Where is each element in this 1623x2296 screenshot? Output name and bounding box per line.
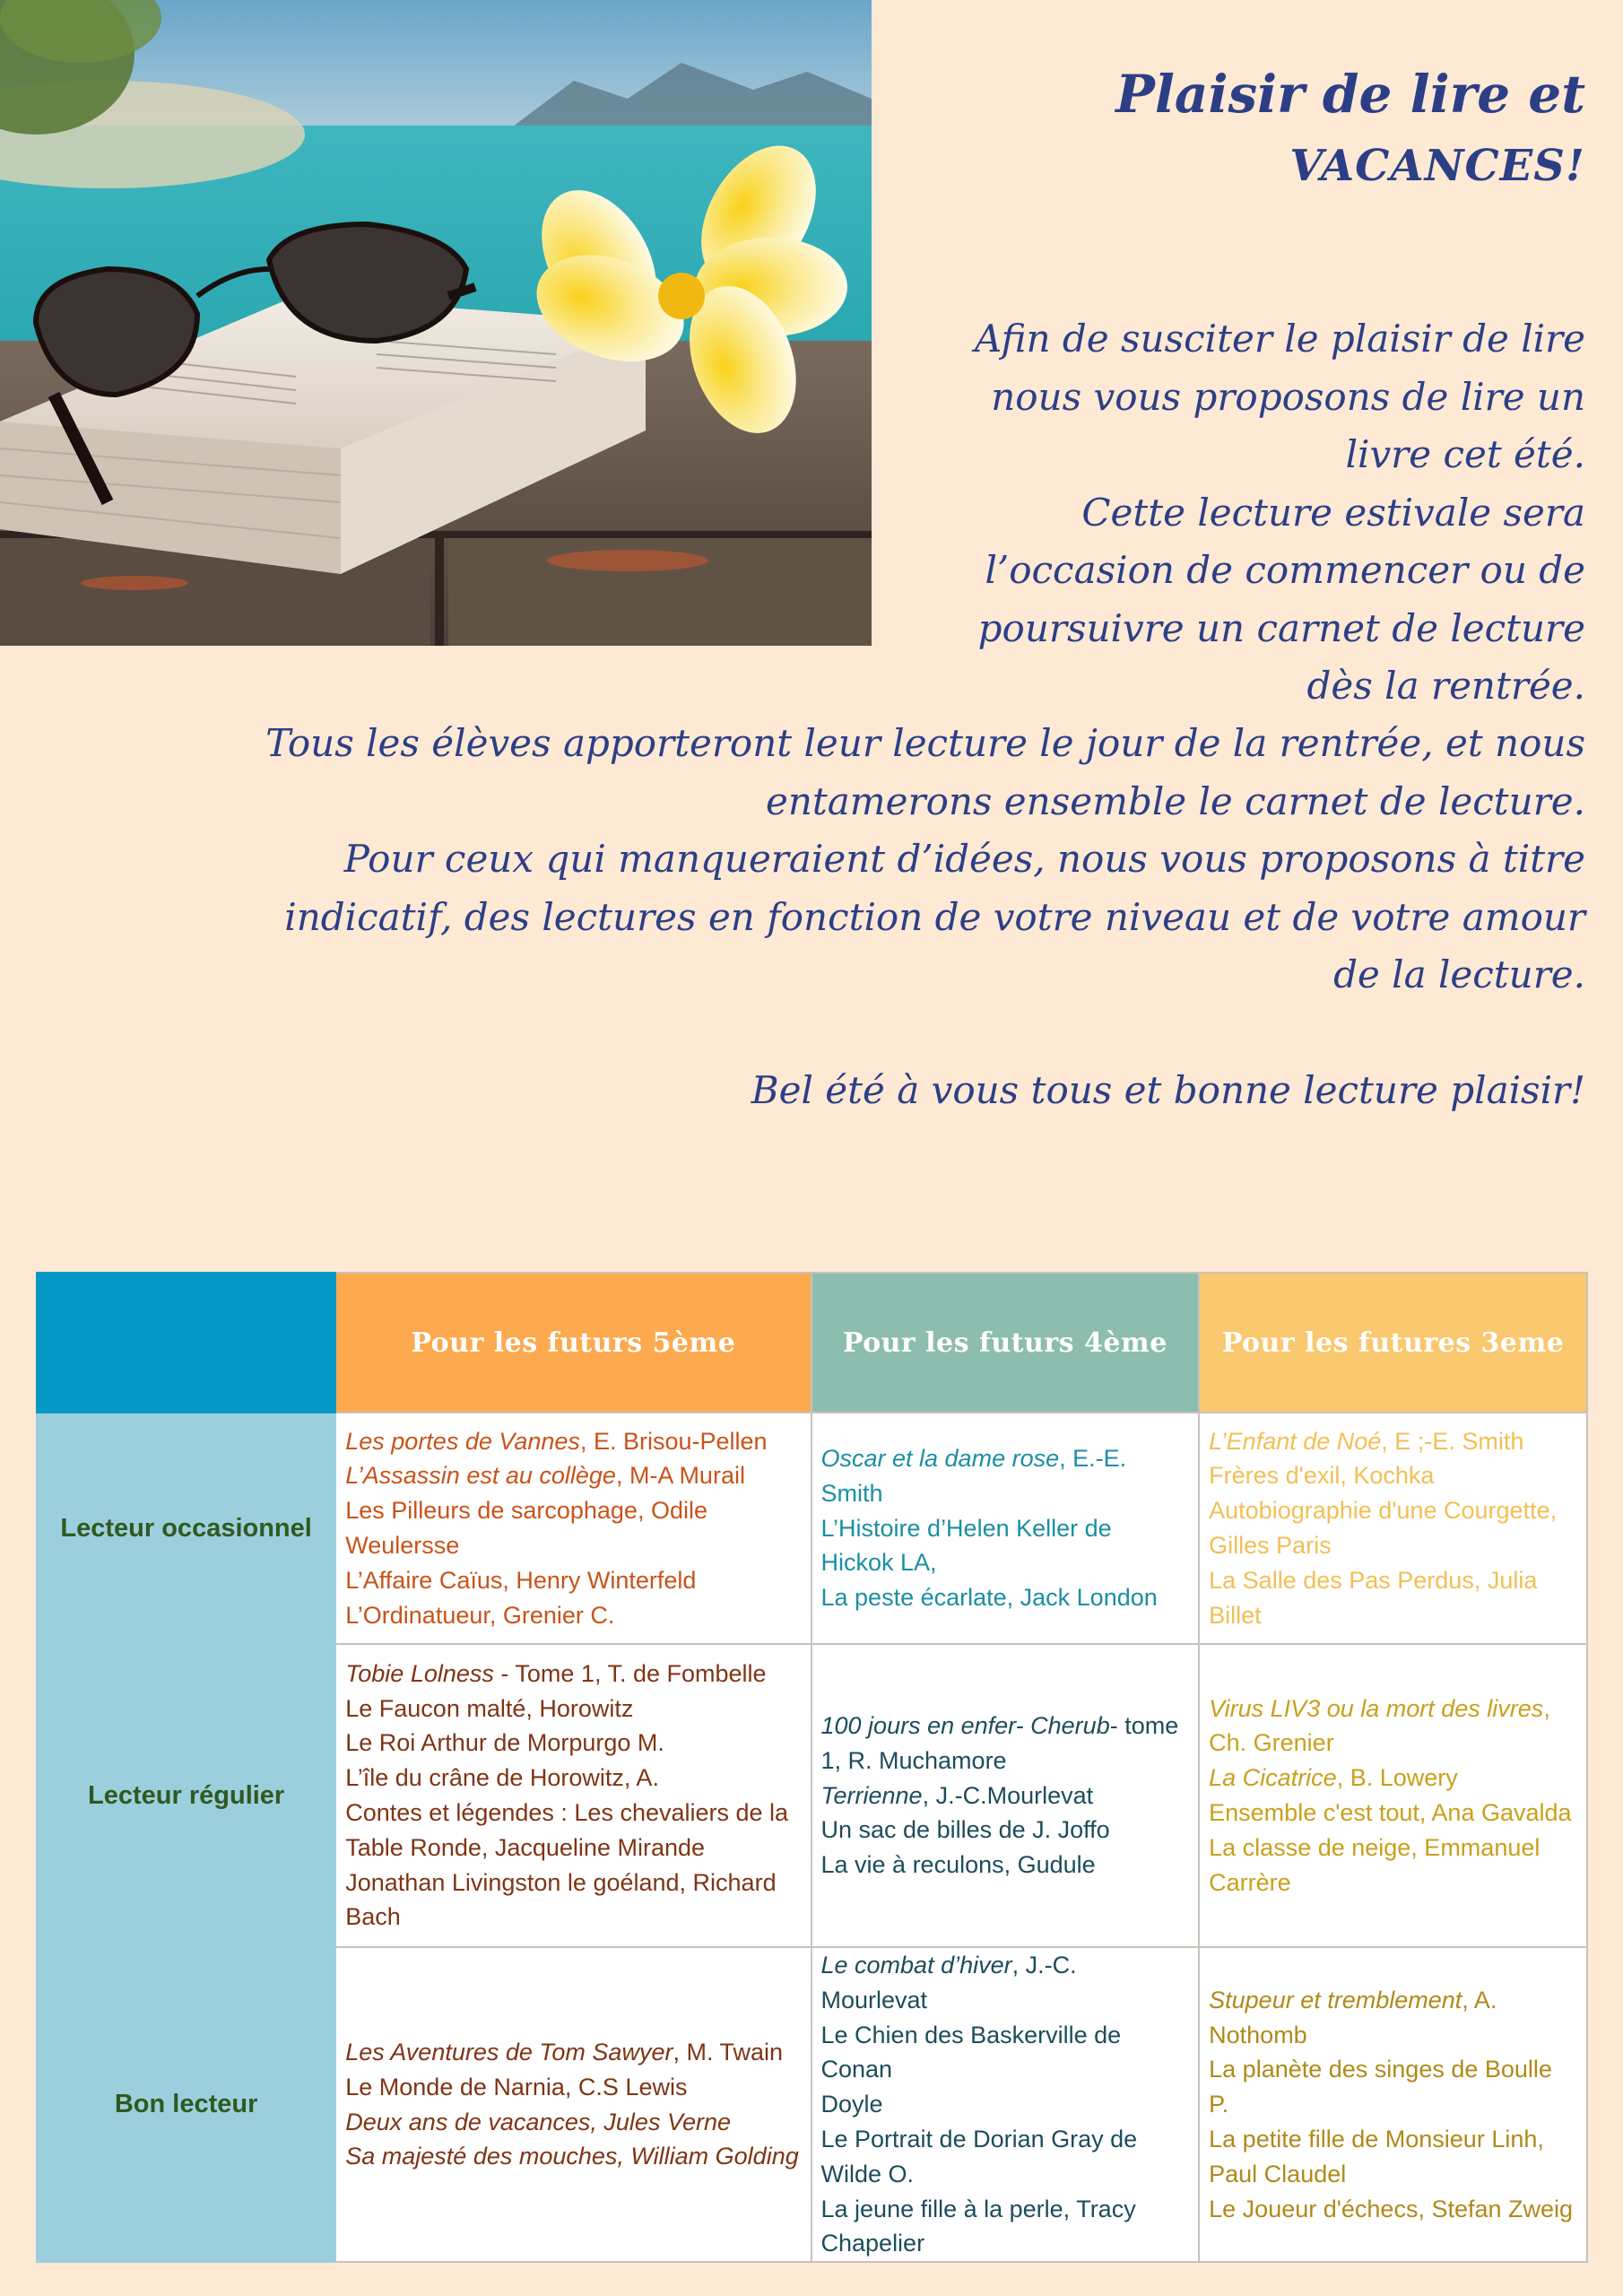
book-entry bbox=[345, 1866, 801, 1900]
intro-line: Afin de susciter le plaisir de lire bbox=[974, 317, 1585, 361]
header-4eme: Pour les futurs 4ème bbox=[812, 1273, 1200, 1413]
book-title: Le combat d’hiver bbox=[820, 1952, 1012, 1979]
book-entry bbox=[1209, 1458, 1577, 1493]
book-entry bbox=[821, 1779, 1190, 1813]
book-author: Le Monde de Narnia, C.S Lewis bbox=[345, 2073, 688, 2100]
book-author: , bbox=[1543, 1694, 1550, 1722]
book-author: Le Chien des Baskerville de Conan bbox=[820, 2021, 1122, 2083]
book-list-cell bbox=[1199, 1644, 1587, 1947]
book-entry bbox=[821, 2018, 1190, 2088]
book-entry bbox=[345, 2139, 801, 2174]
book-title: Les portes de Vannes bbox=[345, 1427, 580, 1455]
book-entry bbox=[345, 1528, 801, 1563]
book-author: La peste écarlate, Jack London bbox=[820, 1584, 1158, 1612]
book-entry bbox=[345, 1657, 801, 1692]
book-author: La jeune fille à la perle, Tracy bbox=[820, 2195, 1136, 2222]
book-entry bbox=[821, 1441, 1190, 1511]
book-entry bbox=[1209, 1692, 1577, 1726]
book-list-cell bbox=[335, 1947, 811, 2262]
book-author: 1, R. Muchamore bbox=[820, 1746, 1007, 1774]
book-author: L’Ordinatueur, Grenier C. bbox=[345, 1601, 615, 1629]
book-author: Autobiographie d'une Courgette, bbox=[1209, 1497, 1558, 1525]
table-row bbox=[37, 1644, 1587, 1947]
instructions-line: de la lecture. bbox=[1333, 952, 1585, 996]
book-entry bbox=[821, 2192, 1190, 2227]
book-author: , E. Brisou-Pellen bbox=[579, 1427, 768, 1455]
intro-line: poursuivre un carnet de lecture bbox=[977, 605, 1585, 650]
book-author: La Salle des Pas Perdus, Julia bbox=[1209, 1566, 1538, 1594]
book-entry bbox=[1209, 2018, 1577, 2053]
book-entry bbox=[345, 1761, 801, 1796]
instructions-line: entamerons ensemble le carnet de lecture. bbox=[765, 778, 1585, 823]
book-author: , J.-C.Mourlevat bbox=[922, 1781, 1094, 1809]
book-author: Gilles Paris bbox=[1209, 1532, 1332, 1559]
book-entry bbox=[345, 1796, 801, 1831]
book-list-cell bbox=[812, 1413, 1200, 1644]
intro-paragraph bbox=[904, 310, 1585, 716]
book-author: Hickok LA, bbox=[820, 1549, 937, 1577]
book-author: Chapelier bbox=[820, 2230, 925, 2257]
book-entry bbox=[821, 1545, 1190, 1580]
book-title: Oscar et la dame rose bbox=[820, 1445, 1060, 1472]
intro-line: dès la rentrée. bbox=[1306, 664, 1585, 708]
table-header-row bbox=[37, 1273, 1587, 1413]
book-entry bbox=[821, 2226, 1190, 2261]
book-author: Le Roi Arthur de Morpurgo M. bbox=[345, 1729, 664, 1757]
title-line-2: VACANCES! bbox=[1289, 141, 1585, 191]
book-entry bbox=[821, 2122, 1190, 2157]
book-title: L’Assassin est au collège bbox=[345, 1462, 616, 1490]
row-label: Lecteur occasionnel bbox=[37, 1413, 335, 1644]
table-row bbox=[37, 1413, 1587, 1644]
book-author: Le Portrait de Dorian Gray de bbox=[820, 2125, 1138, 2152]
book-author: L’Histoire d’Helen Keller de bbox=[820, 1514, 1112, 1542]
book-entry bbox=[821, 1511, 1190, 1546]
book-author: , E.-E. Smith bbox=[820, 1445, 1127, 1507]
book-title: L’Enfant de Noé bbox=[1209, 1427, 1382, 1455]
book-entry bbox=[821, 2157, 1190, 2192]
instructions-line: Pour ceux qui manqueraient d’idées, nous vous proposons à titre bbox=[343, 837, 1585, 881]
book-entry bbox=[1209, 2122, 1577, 2157]
book-author: , J.-C. Mourlevat bbox=[820, 1952, 1077, 2013]
title-block bbox=[115, 54, 1585, 197]
instructions-line: Tous les élèves apporteront leur lecture le jour de la rentrée, et nous bbox=[265, 721, 1585, 765]
book-entry bbox=[1209, 1563, 1577, 1598]
book-entry bbox=[1209, 2192, 1577, 2227]
book-author: - tome bbox=[1109, 1712, 1179, 1739]
book-entry bbox=[345, 1563, 801, 1598]
book-author: La petite fille de Monsieur Linh, bbox=[1209, 2125, 1544, 2152]
book-entry bbox=[345, 2070, 801, 2105]
book-entry bbox=[1209, 1493, 1577, 1528]
instructions-paragraph bbox=[151, 715, 1585, 1119]
book-entry bbox=[345, 2105, 801, 2140]
intro-line: livre cet été. bbox=[1345, 432, 1585, 476]
book-author: Contes et légendes : Les chevaliers de la bbox=[345, 1799, 789, 1826]
book-list-cell bbox=[1199, 1947, 1587, 2262]
row-label: Bon lecteur bbox=[37, 1947, 335, 2262]
book-author: Bach bbox=[345, 1903, 401, 1931]
book-author: Weulersse bbox=[345, 1532, 460, 1559]
book-author: , B. Lowery bbox=[1336, 1764, 1458, 1792]
book-entry bbox=[1209, 1598, 1577, 1633]
book-author: , E ;-E. Smith bbox=[1381, 1427, 1524, 1455]
header-3eme: Pour les futures 3eme bbox=[1199, 1273, 1587, 1413]
reading-list-table bbox=[36, 1272, 1588, 2263]
book-list-cell bbox=[335, 1413, 811, 1644]
book-title: Deux ans de vacances, Jules Verne bbox=[345, 2108, 731, 2135]
book-author: Frères d'exil, Kochka bbox=[1209, 1462, 1435, 1490]
book-author: , M-A Murail bbox=[615, 1462, 745, 1490]
book-entry bbox=[821, 1580, 1190, 1615]
book-entry bbox=[345, 1598, 801, 1633]
book-title: Tobie Lolness bbox=[345, 1659, 494, 1687]
header-5eme: Pour les futurs 5ème bbox=[335, 1273, 811, 1413]
book-author: Un sac de billes de J. Joffo bbox=[820, 1816, 1110, 1844]
book-list-cell bbox=[812, 1644, 1200, 1947]
title-line-1: Plaisir de lire et bbox=[1115, 64, 1585, 125]
book-author: Le Joueur d'échecs, Stefan Zweig bbox=[1209, 2195, 1574, 2222]
table-row bbox=[37, 1947, 1587, 2262]
book-entry bbox=[1209, 1761, 1577, 1796]
book-entry bbox=[1209, 1866, 1577, 1900]
book-author: L’île du crâne de Horowitz, A. bbox=[345, 1764, 659, 1792]
book-title: Sa majesté des mouches, William Golding bbox=[345, 2143, 799, 2170]
closing-line: Bel été à vous tous et bonne lecture plaisir! bbox=[751, 1067, 1585, 1112]
header-corner bbox=[37, 1273, 335, 1413]
book-author: , A. bbox=[1462, 1986, 1497, 2013]
book-entry bbox=[345, 1493, 801, 1528]
book-author: La classe de neige, Emmanuel bbox=[1209, 1833, 1541, 1861]
intro-line: nous vous proposons de lire un bbox=[991, 374, 1585, 419]
book-list-cell bbox=[812, 1947, 1200, 2262]
intro-line: Cette lecture estivale sera bbox=[1081, 490, 1585, 535]
book-title: La Cicatrice bbox=[1209, 1764, 1337, 1792]
book-entry bbox=[821, 1709, 1190, 1744]
book-author: Le Faucon malté, Horowitz bbox=[345, 1694, 634, 1722]
book-author: Doyle bbox=[820, 2091, 883, 2118]
book-title: Terrienne bbox=[820, 1781, 923, 1809]
book-entry bbox=[345, 2035, 801, 2070]
book-author: La planète des singes de Boulle P. bbox=[1209, 2056, 1552, 2118]
book-list-cell bbox=[335, 1644, 811, 1947]
book-entry bbox=[345, 1458, 801, 1493]
book-entry bbox=[345, 1726, 801, 1761]
book-entry bbox=[821, 1744, 1190, 1779]
book-list-cell bbox=[1199, 1413, 1587, 1644]
book-author: L’Affaire Caïus, Henry Winterfeld bbox=[345, 1566, 697, 1594]
book-author: - Tome 1, T. de Fombelle bbox=[493, 1659, 767, 1687]
book-entry bbox=[1209, 1983, 1577, 2018]
intro-line: l’occasion de commencer ou de bbox=[985, 548, 1585, 592]
book-author: , M. Twain bbox=[673, 2038, 783, 2066]
book-author: La vie à reculons, Gudule bbox=[820, 1851, 1096, 1879]
book-entry bbox=[345, 1900, 801, 1935]
book-entry bbox=[1209, 2052, 1577, 2122]
book-author: Paul Claudel bbox=[1209, 2160, 1347, 2187]
book-entry bbox=[345, 1692, 801, 1726]
book-title: Stupeur et tremblement bbox=[1209, 1986, 1462, 2013]
book-author: Ensemble c'est tout, Ana Gavalda bbox=[1209, 1799, 1572, 1826]
book-author: Jonathan Livingston le goéland, Richard bbox=[345, 1868, 777, 1896]
book-entry bbox=[345, 1424, 801, 1459]
book-entry bbox=[1209, 1424, 1577, 1459]
book-author: Table Ronde, Jacqueline Mirande bbox=[345, 1833, 706, 1861]
instructions-line: indicatif, des lectures en fonction de votre niveau et de votre amour bbox=[284, 894, 1585, 939]
book-entry bbox=[821, 1848, 1190, 1883]
book-author: Les Pilleurs de sarcophage, Odile bbox=[345, 1497, 707, 1525]
book-author: Carrère bbox=[1209, 1868, 1291, 1896]
book-title: Virus LIV3 ou la mort des livres bbox=[1209, 1694, 1544, 1722]
book-author: Billet bbox=[1209, 1601, 1262, 1629]
book-entry bbox=[1209, 2157, 1577, 2192]
book-entry bbox=[1209, 1528, 1577, 1563]
book-author: Nothomb bbox=[1209, 2021, 1307, 2048]
book-title: Les Aventures de Tom Sawyer bbox=[345, 2038, 673, 2066]
book-entry bbox=[821, 2087, 1190, 2122]
book-entry bbox=[345, 1831, 801, 1866]
book-entry bbox=[1209, 1796, 1577, 1831]
book-entry bbox=[1209, 1831, 1577, 1866]
book-author: Wilde O. bbox=[820, 2160, 915, 2187]
book-entry bbox=[1209, 1726, 1577, 1761]
book-entry bbox=[821, 1948, 1190, 2018]
book-entry bbox=[821, 1813, 1190, 1848]
book-author: Ch. Grenier bbox=[1209, 1729, 1334, 1757]
row-label: Lecteur régulier bbox=[37, 1644, 335, 1947]
book-title: 100 jours en enfer- Cherub bbox=[820, 1712, 1110, 1739]
